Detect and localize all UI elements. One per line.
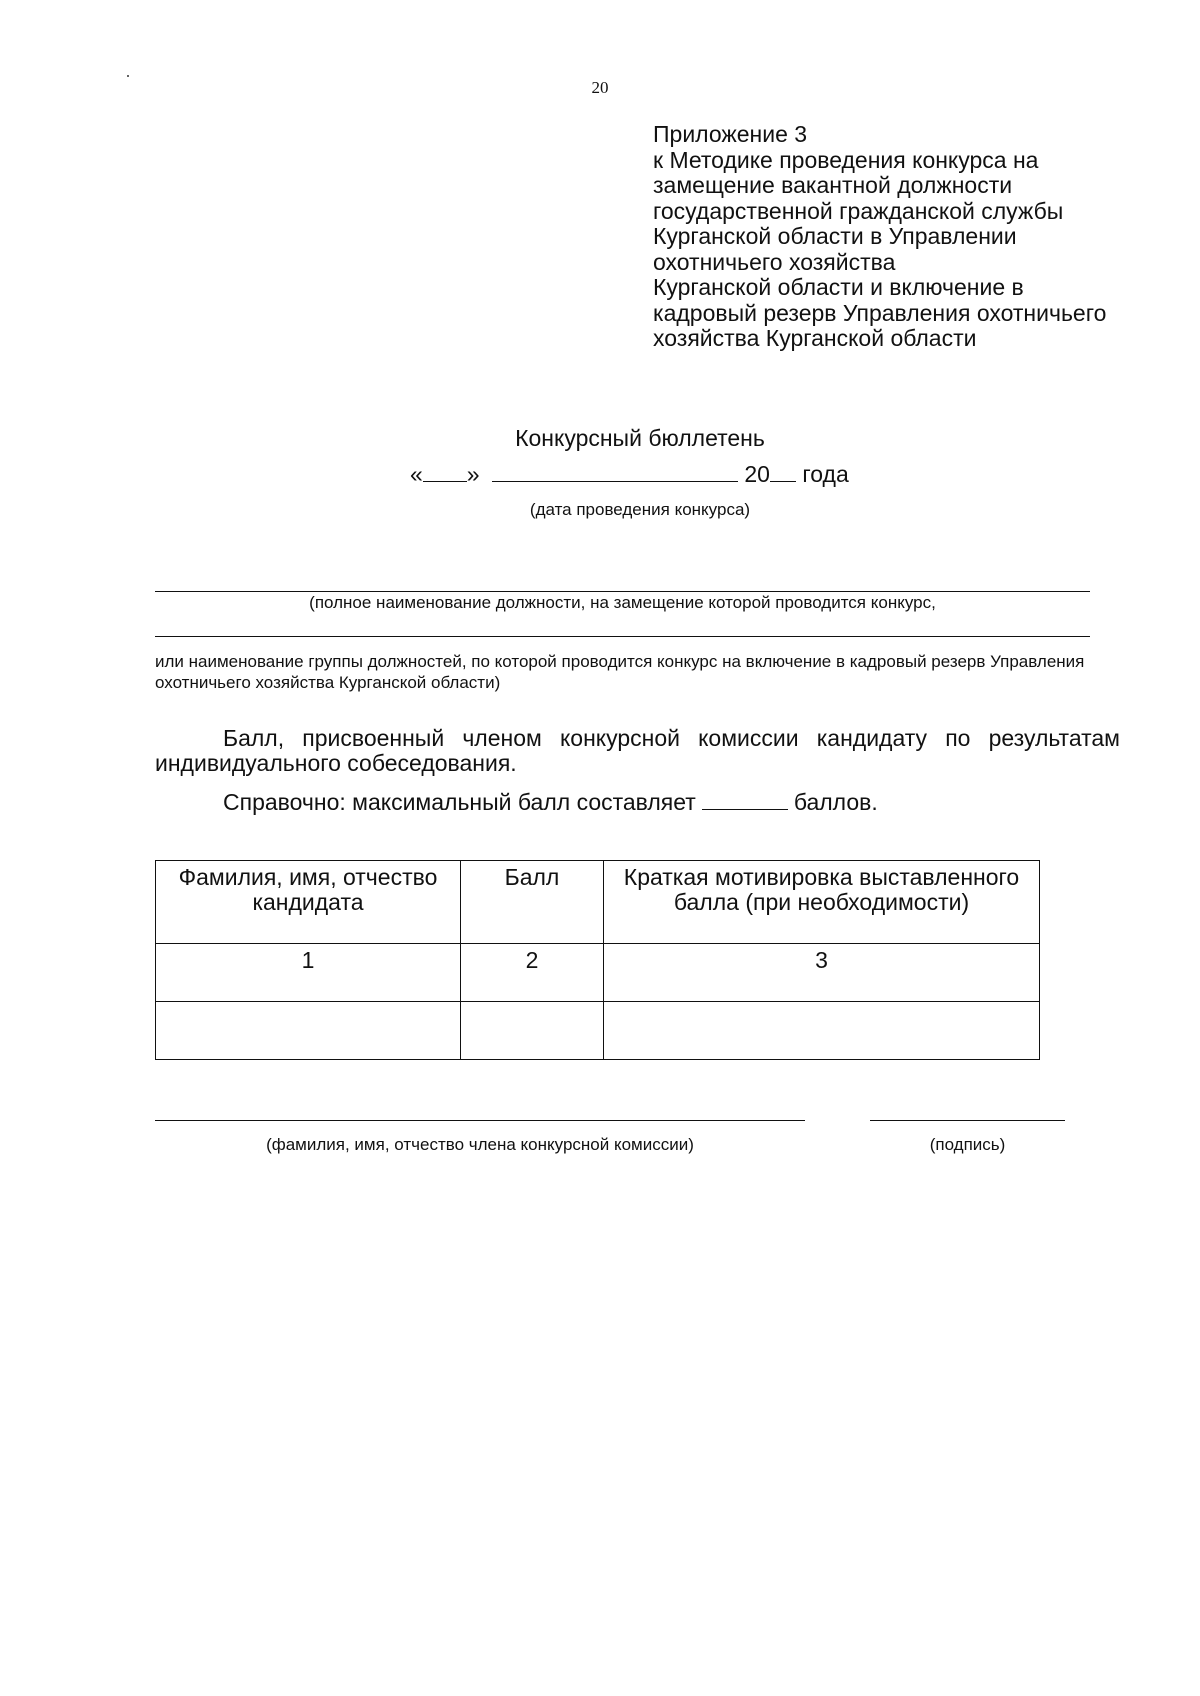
- table-row: [156, 1002, 1040, 1060]
- column-number: 1: [156, 944, 461, 1002]
- appendix-line: охотничьего хозяйства: [653, 248, 896, 275]
- bulletin-title: Конкурсный бюллетень: [515, 425, 765, 451]
- table-header-row: [156, 861, 1040, 944]
- position-caption-1: (полное наименование должности, на замещение которой проводится конкурс,: [309, 593, 936, 612]
- appendix-line: кадровый резерв Управления охотничьего: [653, 299, 1107, 326]
- year-blank[interactable]: [770, 463, 796, 482]
- member-name-line[interactable]: [155, 1120, 805, 1121]
- reference-suffix: баллов.: [793, 789, 878, 815]
- page-number: 20: [591, 78, 609, 97]
- date-line: [410, 461, 849, 488]
- appendix-line: государственной гражданской службы: [653, 197, 1064, 224]
- appendix-line: к Методике проведения конкурса на: [653, 146, 1039, 173]
- column-number: 3: [604, 944, 1040, 1002]
- date-caption: (дата проведения конкурса): [529, 500, 751, 519]
- max-score-blank[interactable]: [702, 791, 788, 810]
- appendix-line: Приложение 3: [653, 121, 808, 147]
- position-line-2[interactable]: [155, 636, 1090, 637]
- score-paragraph: Балл, присвоенный членом конкурсной комиссии кандидату по результатам индивидуального собеседования.: [155, 725, 1120, 776]
- month-blank[interactable]: [492, 463, 738, 482]
- header-score: Балл: [461, 861, 604, 944]
- date-close-quote: »: [466, 461, 480, 487]
- reference-prefix: Справочно: максимальный балл составляет: [223, 789, 696, 815]
- member-name-caption: (фамилия, имя, отчество члена конкурсной комиссии): [266, 1135, 694, 1154]
- appendix-line: хозяйства Курганской области: [653, 325, 977, 351]
- date-open-quote: «: [410, 461, 423, 487]
- date-year-suffix: года: [802, 461, 849, 487]
- table-number-row: [156, 944, 1040, 1002]
- motivation-cell[interactable]: [604, 1002, 1040, 1060]
- score-table: [155, 860, 1040, 1060]
- date-year-prefix: 20: [744, 461, 770, 487]
- header-motivation: Краткая мотивировка выставленного балла (при необходимости): [604, 861, 1040, 944]
- position-caption-2: или наименование группы должностей, по которой проводится конкурс на включение в кадровый резерв Управления охотничьего хозяйства Курганской области): [155, 652, 1085, 692]
- candidate-cell[interactable]: [156, 1002, 461, 1060]
- appendix-line: Курганской области и включение в: [653, 274, 1024, 300]
- score-cell[interactable]: [461, 1002, 604, 1060]
- header-candidate: Фамилия, имя, отчество кандидата: [156, 861, 461, 944]
- day-blank[interactable]: [423, 463, 467, 482]
- scan-dot: [127, 75, 129, 77]
- appendix-line: замещение вакантной должности: [653, 172, 1013, 198]
- appendix-line: Курганской области в Управлении: [653, 223, 1017, 249]
- signature-caption: (подпись): [929, 1135, 1006, 1154]
- position-line-1[interactable]: [155, 591, 1090, 592]
- appendix-block: [653, 122, 1173, 352]
- reference-line: [223, 789, 878, 816]
- signature-line[interactable]: [870, 1120, 1065, 1121]
- column-number: 2: [461, 944, 604, 1002]
